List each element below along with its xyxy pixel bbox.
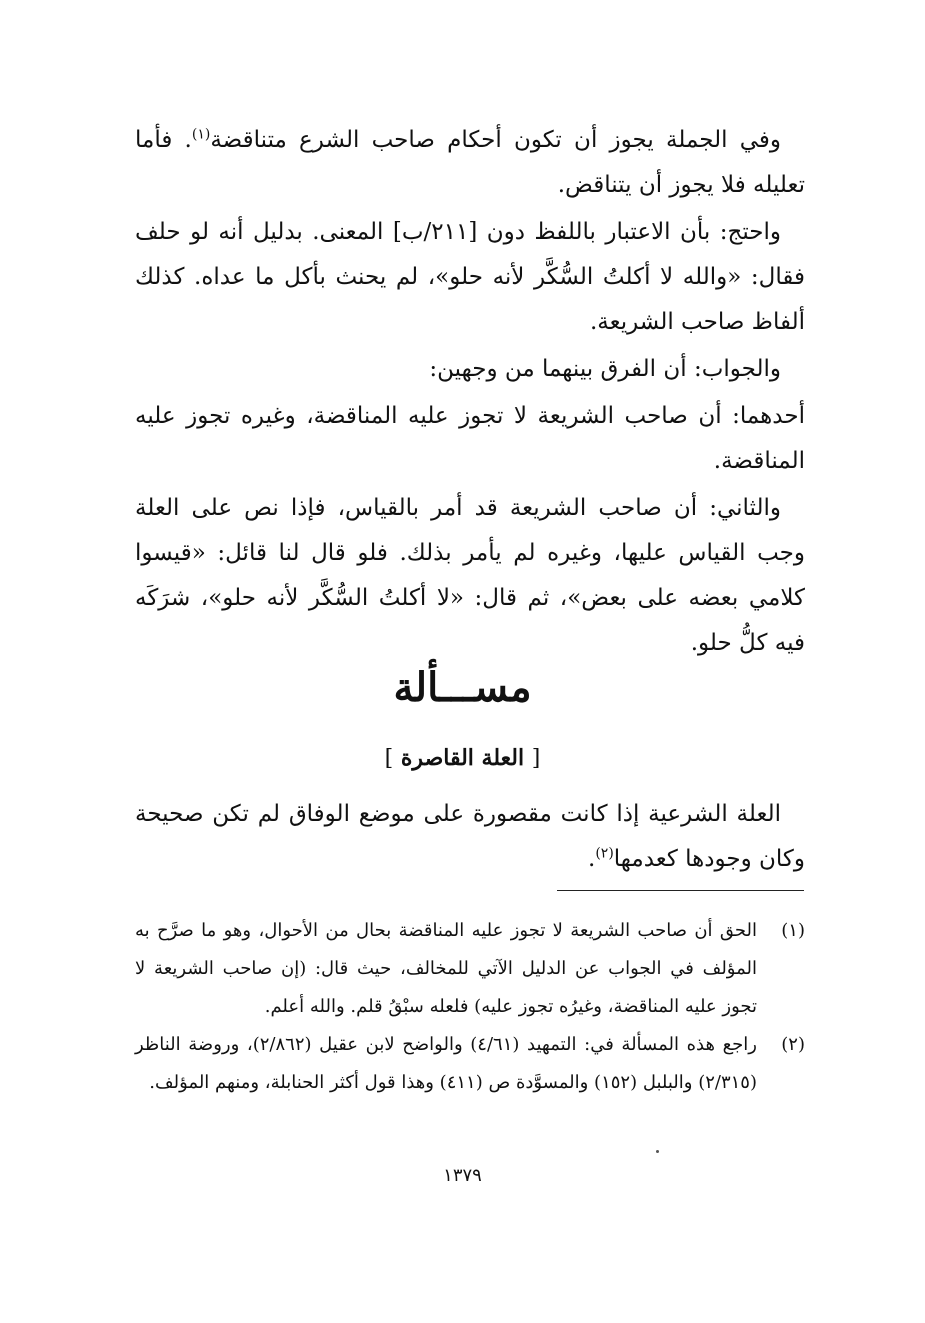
footnote-1 xyxy=(135,912,805,1026)
footnote-1-number: (١) xyxy=(781,920,805,941)
rule-tail: . xyxy=(588,846,596,872)
paragraph-3: والجواب: أن الفرق بينهما من وجهين: xyxy=(429,356,781,382)
footnote-ref-1[interactable]: (١) xyxy=(191,126,211,143)
footnote-ref-2[interactable]: (٢) xyxy=(595,845,614,862)
paragraph-1 xyxy=(135,118,805,208)
rule-paragraph xyxy=(135,792,805,882)
main-text xyxy=(135,118,805,668)
section-title: مســـألة xyxy=(393,664,532,711)
paragraph-2: واحتج: بأن الاعتبار باللفظ دون [٢١١/ب] المعنى. بدليل أنه لو حلف فقال: «والله لا أكلتُ السُّكَّر لأنه حلو»، لم يحنث بأكل ما عداه. كذلك ألفاظ صاحب الشريعة. xyxy=(135,219,805,335)
section-subtitle xyxy=(0,738,925,779)
footnote-2 xyxy=(135,1026,805,1102)
rule-statement xyxy=(135,792,805,882)
paragraph-4: أحدهما: أن صاحب الشريعة لا تجوز عليه المناقضة، وغيره تجوز عليه المناقضة. xyxy=(135,403,805,474)
subtitle-text: العلة القاصرة xyxy=(400,745,525,771)
bracket-close: ] xyxy=(384,746,394,771)
page-number: ١٣٧٩ xyxy=(443,1165,482,1186)
paragraph-1-tail: . فأما تعليله فلا يجوز أن يتناقض. xyxy=(135,127,805,198)
footnote-2-number: (٢) xyxy=(781,1034,805,1055)
paragraph-5: والثاني: أن صاحب الشريعة قد أمر بالقياس، فإذا نص على العلة وجب القياس عليها، وغيره لم يأمر بذلك. فلو قال لنا قائل: «قيسوا كلامي بعضه على بعض»، ثم قال: «لا أكلتُ السُّكَّر لأنه حلو»، شرَكَه فيه كلُّ حلو. xyxy=(135,495,805,656)
bracket-open: [ xyxy=(531,746,541,771)
paragraph-1-text: وفي الجملة يجوز أن تكون أحكام صاحب الشرع متناقضة xyxy=(210,127,781,153)
rule-text: العلة الشرعية إذا كانت مقصورة على موضع الوفاق لم تكن صحيحة وكان وجودها كعدمها xyxy=(135,801,805,872)
footnote-separator xyxy=(557,890,804,891)
footnote-2-text: راجع هذه المسألة في: التمهيد (٤/٦١) والواضح لابن عقيل (٢/٨٦٢)، وروضة الناظر (٢/٣١٥) والبلبل (١٥٢) والمسوَّدة ص (٤١١) وهذا قول أكثر الحنابلة، ومنهم المؤلف. xyxy=(135,1034,757,1093)
stray-dot xyxy=(656,1150,659,1153)
footnote-1-text: الحق أن صاحب الشريعة لا تجوز عليه المناقضة بحال من الأحوال، وهو ما صرَّح به المؤلف في الجواب عن الدليل الآتي للمخالف، حيث قال: (إن صاحب الشريعة لا تجوز عليه المناقضة، وغيرُه تجوز عليه) فلعله سبْقُ قلم. والله أعلم. xyxy=(135,920,757,1017)
footnotes xyxy=(135,912,805,1102)
